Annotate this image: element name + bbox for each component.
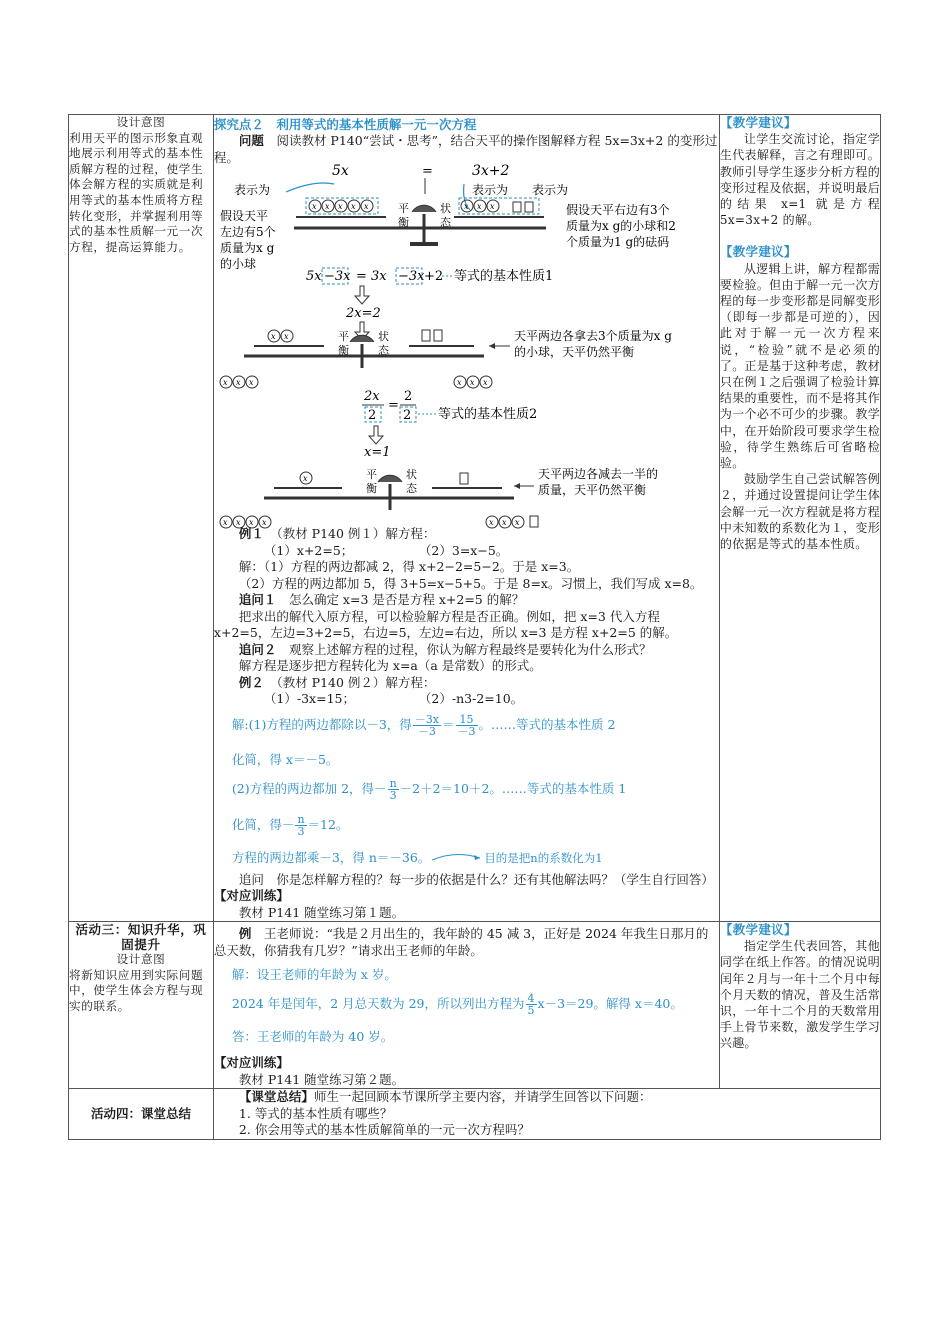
training1-label: 【对应训练】 <box>213 888 289 903</box>
svg-text:等式的基本性质2: 等式的基本性质2 <box>437 407 538 422</box>
summary-q2: 2. 你会用等式的基本性质解简单的一元一次方程吗？ <box>238 1122 530 1137</box>
design-intent-cell <box>69 115 214 922</box>
svg-text:衡: 衡 <box>337 344 349 357</box>
summary-line <box>214 1089 880 1106</box>
activity4-main-cell <box>213 1089 880 1140</box>
balance-1 <box>294 198 546 246</box>
activity4-cell <box>69 1089 214 1140</box>
activity3-sol-line2 <box>232 993 719 1023</box>
step2-equation <box>362 389 537 460</box>
svg-text:+2: +2 <box>423 269 444 284</box>
svg-text:质量，天平仍然平衡: 质量，天平仍然平衡 <box>537 483 646 497</box>
example2-head: （教材 P140 例２）解方程： <box>276 674 436 690</box>
teaching-advice-cell-2 <box>719 922 880 1089</box>
activity3-design-heading: 设计意图 <box>116 952 166 966</box>
fig-label-left: 表示为 <box>233 183 270 197</box>
row-activity-4 <box>69 1089 881 1140</box>
lesson-table <box>68 114 881 1140</box>
svg-text:x: x <box>235 518 241 527</box>
svg-text:x: x <box>476 202 482 211</box>
ex2-sol-line2: 化简，得 x＝－5。 <box>231 751 339 767</box>
ex2-sol3-text-a: (2)方程的两边都加 2，得－ <box>231 780 387 796</box>
training2-text: 教材 P141 随堂练习第２题。 <box>238 1071 405 1087</box>
ex2-sol4-frac: $\frac{n}{3}$ <box>297 812 305 838</box>
svg-text:状: 状 <box>439 202 451 215</box>
svg-text:x: x <box>463 202 469 211</box>
teaching-advice-tag-1: 【教学建议】 <box>719 115 797 130</box>
problem-text: 阅读教材 P140“尝试・思考”，结合天平的操作图解释方程 5x=3x+2 的变形过程。 <box>213 133 718 165</box>
teaching-advice-text-2b: 鼓励学生自己尝试解答例２，并通过设置提问让学生体会解一元一次方程就是将方程中未知数的系数化为１，变形的依据是等式的基本性质。 <box>719 472 880 552</box>
svg-text:的小球，天平仍然平衡: 的小球，天平仍然平衡 <box>513 345 634 359</box>
svg-text:x: x <box>222 518 228 527</box>
teaching-advice-tag-3: 【教学建议】 <box>719 922 797 937</box>
fig-note-right-3: 个质量为1 g的砝码 <box>565 235 670 249</box>
activity3-sol2-text-a: 2024 年是闰年，2 月总天数为 29，所以列出方程为 <box>231 996 525 1011</box>
svg-text:态: 态 <box>377 344 389 357</box>
activity3-solution <box>214 967 719 1045</box>
activity3-main-cell <box>213 922 719 1089</box>
svg-text:−3x: −3x <box>397 269 425 284</box>
fig-note-left-4: 的小球 <box>219 257 256 271</box>
svg-text:天平两边各减去一半的: 天平两边各减去一半的 <box>537 467 658 481</box>
activity3-example <box>214 926 719 959</box>
fig-note-left-2: 左边有5个 <box>219 225 276 239</box>
svg-text:2: 2 <box>402 408 412 423</box>
svg-text:x: x <box>311 202 317 211</box>
svg-text:2x=2: 2x=2 <box>345 306 381 321</box>
svg-text:x: x <box>514 518 520 527</box>
svg-text:衡: 衡 <box>365 482 377 495</box>
example2-label: 例２ <box>238 674 264 690</box>
fig-note-right-2: 质量为x g的小球和2 <box>565 219 676 233</box>
svg-text:x: x <box>363 202 369 211</box>
teaching-advice-tag-2: 【教学建议】 <box>719 244 797 260</box>
fig-label-right2: 表示为 <box>531 183 568 197</box>
example2-q1: （1）-3x=15； <box>263 691 355 706</box>
row-activity-3 <box>69 922 881 1089</box>
svg-text:2: 2 <box>367 408 377 423</box>
ex2-sol-line1: 解:(1)方程的两边都除以－3，得 $\frac{-3x}{-3}$ ＝ $\frac{15}{-3}$ 。……等式的基本性质 2 <box>231 712 616 738</box>
fig-label-right1: 表示为 <box>471 183 508 197</box>
svg-text:平: 平 <box>397 202 409 215</box>
svg-text:状: 状 <box>405 468 417 481</box>
ex2-sol3-frac: $\frac{n}{3}$ <box>389 776 397 802</box>
section-title: 探究点２ 利用等式的基本性质解一元一次方程 <box>213 117 477 132</box>
example1-line <box>214 526 719 543</box>
balance-3 <box>220 466 658 528</box>
follow3: 追问 你是怎样解方程的？每一步的依据是什么？还有其他解法吗？（学生自行回答） <box>238 871 714 887</box>
svg-text:衡: 衡 <box>397 216 409 229</box>
example1-solution1: 解：（1）方程的两边都减 2，得 x+2−2=5−2。于是 x=3。 <box>238 559 580 574</box>
training1-text: 教材 P141 随堂练习第１题。 <box>238 904 405 920</box>
balance-figure <box>214 162 719 530</box>
activity3-design-text: 将新知识应用到实际问题中，使学生体会方程与现实的联系。 <box>69 967 204 1013</box>
ex2-sol5-text: 方程的两边都乘－3，得 n＝－36。 <box>231 849 431 865</box>
svg-text:平: 平 <box>337 330 349 343</box>
ex2-sol5-note: 目的是把n的系数化为1 <box>484 850 603 865</box>
svg-text:x: x <box>248 518 254 527</box>
fig-note-left-1: 假设天平 <box>219 209 268 223</box>
example2-q2: （2）-n3-2=10。 <box>418 691 524 706</box>
follow2-line <box>214 642 719 659</box>
example2-questions <box>214 691 719 708</box>
activity3-cell <box>69 922 214 1089</box>
follow2-answer: 解方程是逐步把方程转化为 x=a（a 是常数）的形式。 <box>238 658 542 673</box>
svg-text:x: x <box>283 332 289 341</box>
svg-text:等式的基本性质1: 等式的基本性质1 <box>453 269 554 284</box>
ex2-sol1-frac1: $\frac{-3x}{-3}$ <box>414 712 439 738</box>
design-intent-heading: 设计意图 <box>116 115 166 129</box>
ex2-sol3-text-b: －2＋2＝10＋2。……等式的基本性质 1 <box>399 780 627 796</box>
svg-text:x: x <box>261 518 267 527</box>
teaching-advice-cell-1 <box>719 115 880 922</box>
ex2-sol1-frac2: $\frac{15}{-3}$ <box>457 712 476 738</box>
svg-text:x: x <box>488 518 494 527</box>
follow2-label: 追问２ <box>238 641 277 657</box>
summary-q1: 1. 等式的基本性质有哪些？ <box>238 1105 393 1121</box>
problem-label: 问题 <box>238 133 264 148</box>
svg-text:x: x <box>350 202 356 211</box>
ex2-sol-line4 <box>232 814 719 844</box>
svg-text:5x: 5x <box>305 269 322 284</box>
activity3-sol-line1: 解：设王老师的年龄为 x 岁。 <box>231 967 397 982</box>
ex2-sol-line3 <box>232 778 719 808</box>
svg-text:=: = <box>387 398 399 413</box>
ex2-sol4-text-b: ＝12。 <box>307 816 349 832</box>
svg-text:x: x <box>270 332 276 341</box>
svg-text:态: 态 <box>405 482 417 495</box>
example1-solution2: （2）方程的两边都加 5，得 3+5=x−5+5。于是 8=x。习惯上，我们写成 x=8。 <box>238 575 703 591</box>
fig-top-right-expr: 3x+2 <box>471 163 510 179</box>
svg-text:x: x <box>456 378 462 387</box>
follow1-question: 怎么确定 x=3 是否是方程 x+2=5 的解？ <box>288 592 525 607</box>
teaching-advice-text-3: 指定学生代表回答，其他同学在纸上作答。的情况说明闰年２月与一年十二个月中每个月天数的情况，普及生活常识，一年十二个月的天数常用手上骨节来数，激发学生学习兴趣。 <box>719 939 880 1051</box>
ex2-sol-line5 <box>232 850 719 866</box>
svg-text:天平两边各拿去3个质量为x g: 天平两边各拿去3个质量为x g <box>513 329 672 343</box>
svg-text:状: 状 <box>377 330 389 343</box>
example1-q2: （2）3=x−5。 <box>418 542 509 558</box>
activity3-example-label: 例 <box>238 926 252 941</box>
example1-questions <box>214 543 719 560</box>
fig-top-left-expr: 5x <box>331 163 349 179</box>
summary-label: 【课堂总结】 <box>238 1089 314 1104</box>
fig-note-left-3: 质量为x g <box>219 241 275 255</box>
training2-label: 【对应训练】 <box>213 1055 289 1070</box>
ex2-sol1-text-a: 解:(1)方程的两边都除以－3，得 <box>231 716 412 732</box>
svg-text:x: x <box>235 378 241 387</box>
example1-q1: （1）x+2=5； <box>263 542 354 558</box>
svg-text:x=1: x=1 <box>363 445 391 460</box>
svg-text:= 3x: = 3x <box>355 269 387 284</box>
svg-text:x: x <box>248 378 254 387</box>
svg-text:x: x <box>302 474 308 483</box>
svg-text:x: x <box>222 378 228 387</box>
fig-eq-sign: = <box>421 164 433 179</box>
follow1-answer: 把求出的解代入原方程，可以检验解方程是否正确。例如，把 x=3 代入方程 x+2=5，左边=3+2=5，右边=5，左边=右边，所以 x=3 是方程 x+2=5 的解。 <box>213 608 678 640</box>
design-intent-text: 利用天平的图示形象直观地展示利用等式的基本性质解方程的过程，使学生体会解方程的实质就是利用等式的基本性质将方程转化变形，并掌握利用等式的基本性质解一元一次方程，提高运算能力。 <box>69 130 204 254</box>
svg-text:平: 平 <box>365 468 377 481</box>
svg-text:2: 2 <box>403 389 413 404</box>
example2-line <box>214 675 719 692</box>
svg-text:x: x <box>489 202 495 211</box>
main-content-cell <box>213 115 719 922</box>
activity4-title: 活动四：课堂总结 <box>90 1106 191 1122</box>
example1-head: （教材 P140 例１）解方程： <box>276 526 436 541</box>
svg-text:态: 态 <box>439 216 451 229</box>
example1-label: 例１ <box>238 526 264 541</box>
svg-text:x: x <box>482 378 488 387</box>
row-explore-2 <box>69 115 881 922</box>
activity3-example-text: 王老师说：“我是２月出生的，我年龄的 45 减 3，正好是 2024 年我生日那月的总天数，你猜我有几岁？”请求出王老师的年龄。 <box>213 926 709 958</box>
svg-text:x: x <box>469 378 475 387</box>
svg-text:x: x <box>501 518 507 527</box>
ex2-sol5-arrow <box>430 852 484 864</box>
ex2-sol4-text-a: 化简，得－ <box>231 816 295 832</box>
svg-text:x: x <box>324 202 330 211</box>
svg-text:−3x: −3x <box>323 269 351 284</box>
ex2-sol1-text-b: 。……等式的基本性质 2 <box>478 716 616 732</box>
activity3-sol2-text-b: x－3＝29。解得 x＝40。 <box>537 996 683 1011</box>
follow2-question: 观察上述解方程的过程，你认为解方程最终是要转化为什么形式？ <box>288 641 652 657</box>
teaching-advice-text-1: 让学生交流讨论，指定学生代表解释，言之有理即可。教师引导学生逐步分析方程的变形过程及依据，并说明最后的结果 x=1 就是方程 5x=3x+2 的解。 <box>719 132 880 228</box>
follow1-label: 追问１ <box>238 592 277 607</box>
fig-note-right-1: 假设天平右边有3个 <box>565 203 670 217</box>
svg-text:2x: 2x <box>363 389 380 404</box>
activity3-sol-line3: 答：王老师的年龄为 40 岁。 <box>231 1029 394 1044</box>
svg-text:x: x <box>337 202 343 211</box>
teaching-advice-text-2a: 从逻辑上讲，解方程都需要检验。但由于解一元一次方程的每一步变形都是同解变形（即每一步都是可逆的），因此对于解一元一次方程来说，“检验”就不是必须的了。正是基于这种考虑，教材只在例１之后强调了检验计算结果的重要性，而不是将其作为一个必不可少的步骤。教学中，在开始阶段可要求学生检验，待学生熟练后可省略检验。 <box>719 261 880 471</box>
balance-2 <box>220 328 672 388</box>
activity3-sol2-frac: $\frac{4}{5}$ <box>527 992 535 1017</box>
example2-solution <box>214 714 719 866</box>
summary-intro: 师生一起回顾本节课所学主要内容，并请学生回答以下问题： <box>313 1089 652 1104</box>
activity3-title: 活动三：知识升华，巩固提升 <box>75 922 207 952</box>
follow1-line <box>214 592 719 609</box>
